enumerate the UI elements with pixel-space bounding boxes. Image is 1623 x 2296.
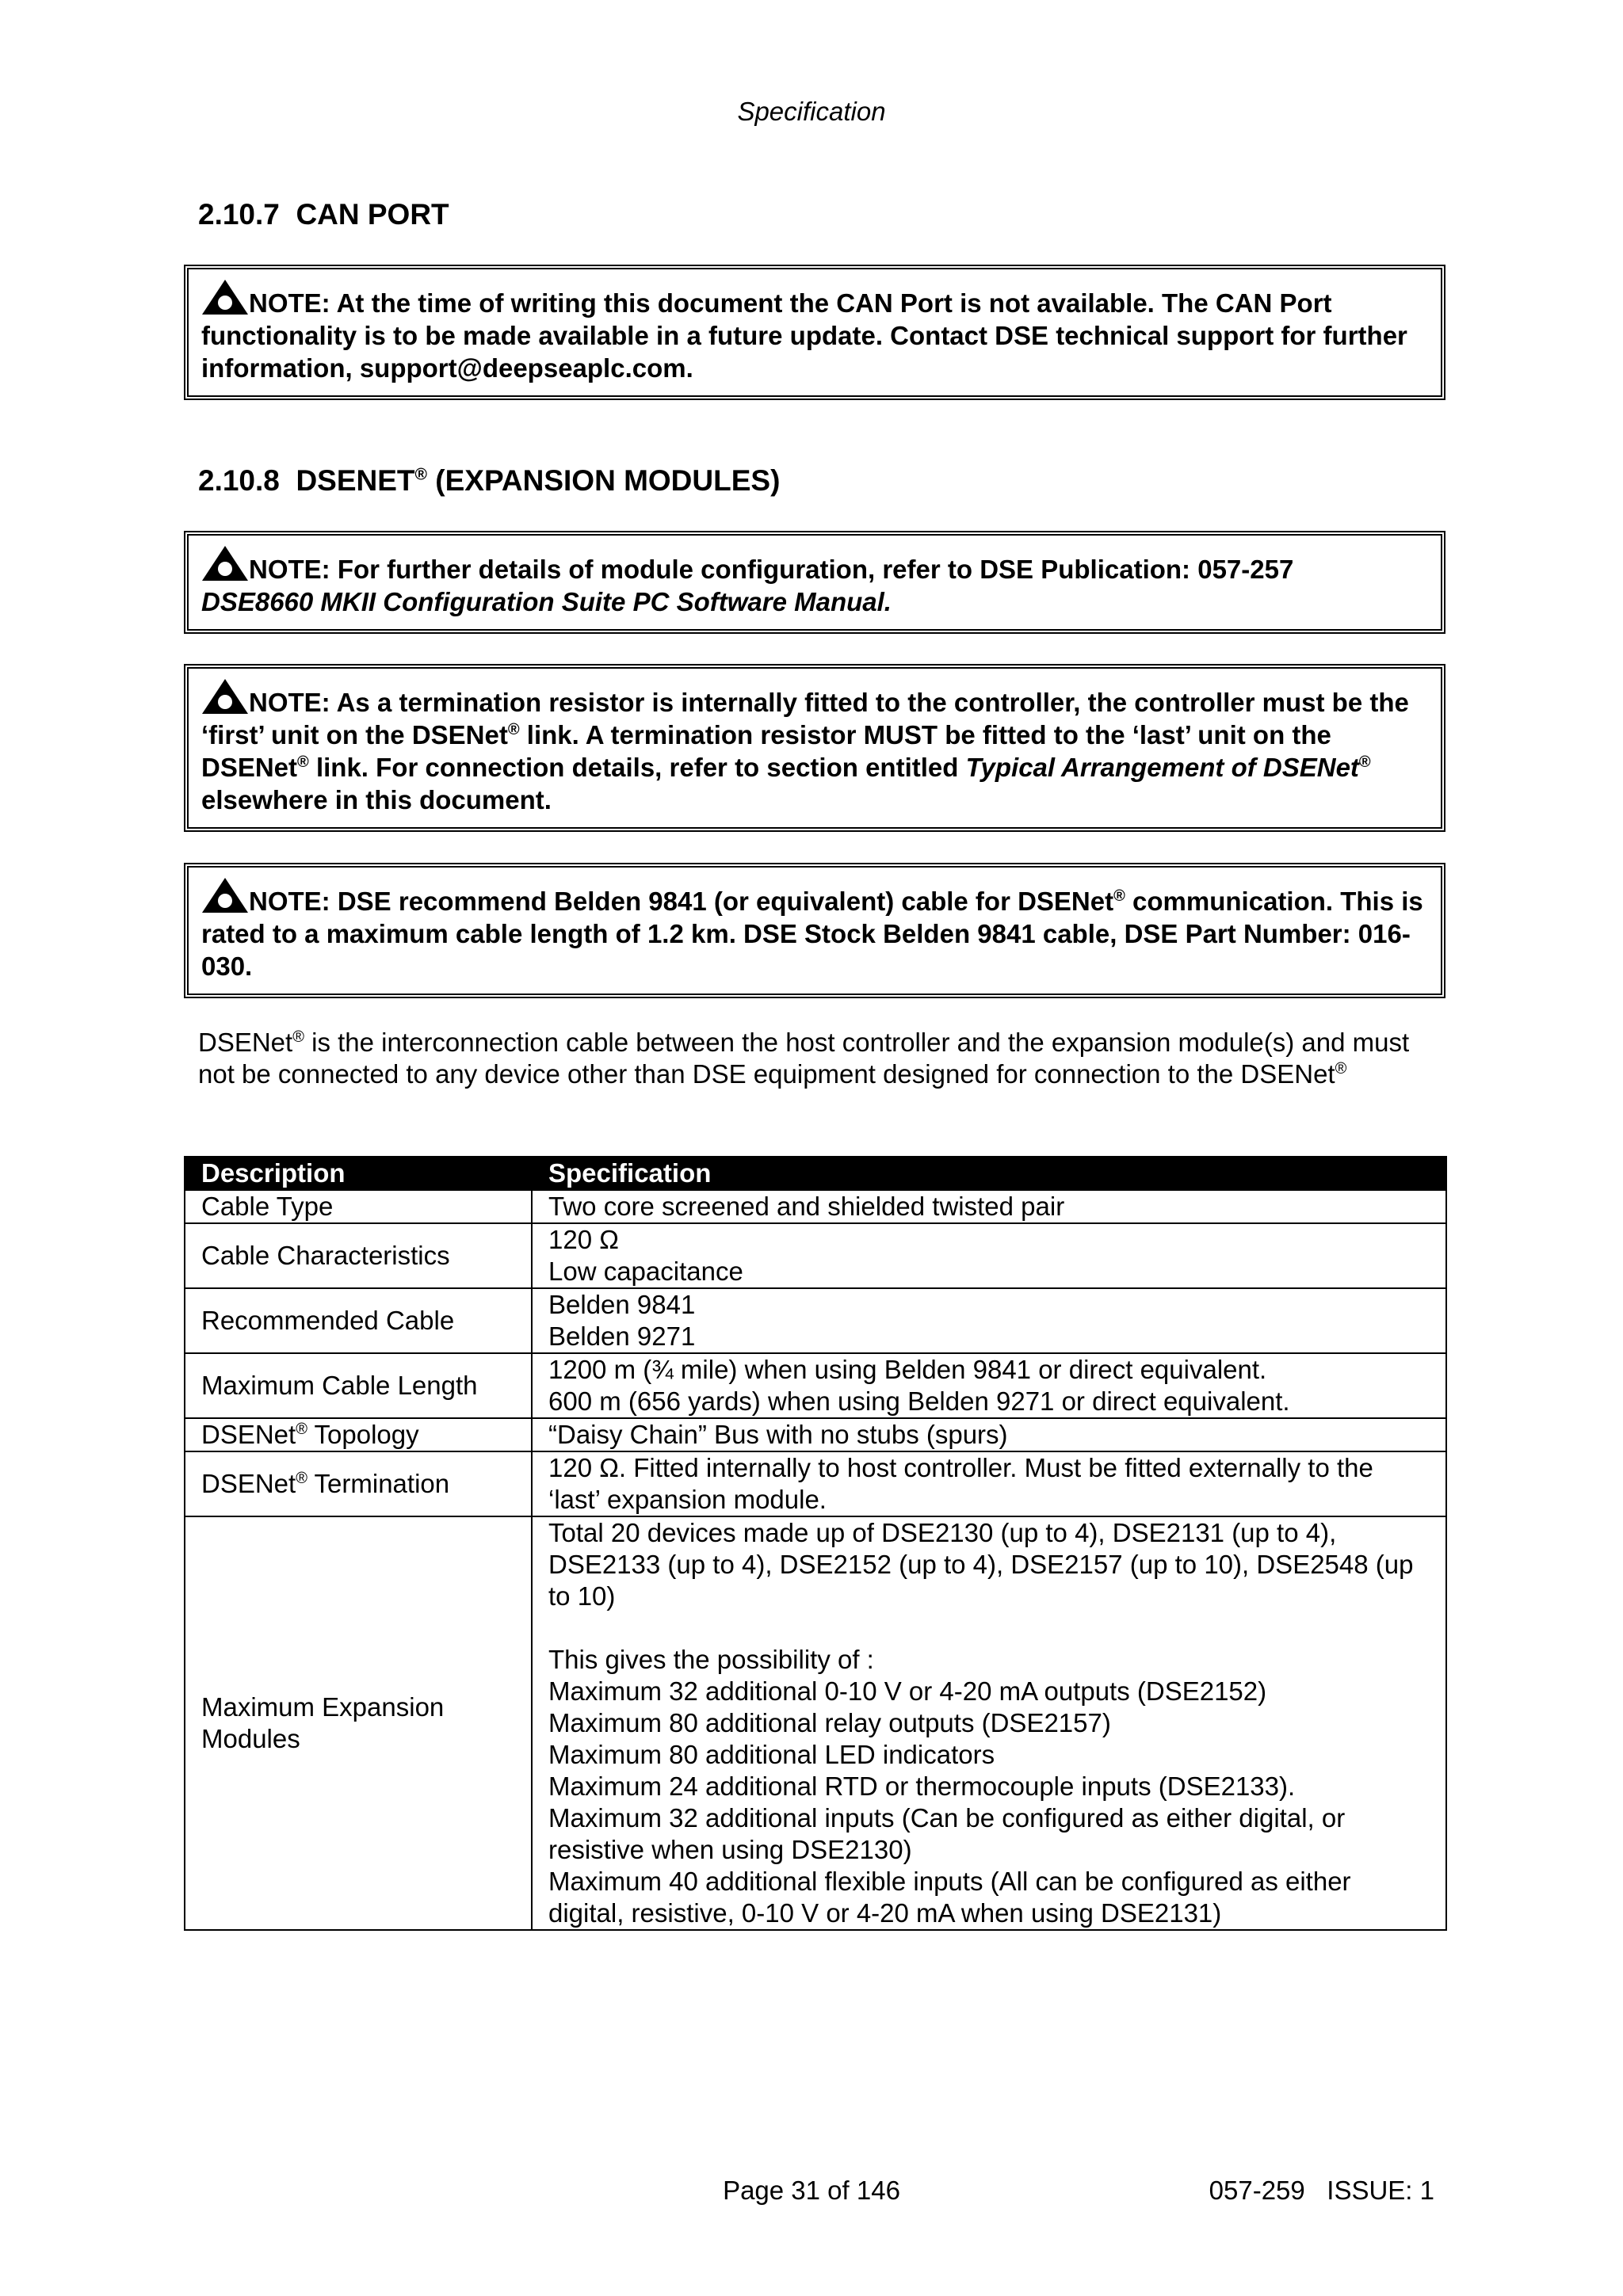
table-row	[185, 1353, 1446, 1418]
intro-text-2: is the interconnection cable between the host controller and the expansion module(s) and must not be connected to any device other than DSE equipment designed for connection to the DSENet	[198, 1028, 1410, 1089]
desc-text: DSENet	[201, 1469, 296, 1498]
spec-line: Maximum 24 additional RTD or thermocouple inputs (DSE2133).	[548, 1772, 1296, 1801]
note-box-cable	[184, 863, 1445, 998]
spec-line: Maximum 32 additional inputs (Can be configured as either digital, or resistive when using DSE2130)	[548, 1803, 1346, 1864]
spec-line: 120 Ω. Fitted internally to host controller. Must be fitted externally to the ‘last’ expansion module.	[548, 1453, 1373, 1514]
spec-line: 1200 m (¾ mile) when using Belden 9841 or direct equivalent.	[548, 1355, 1267, 1384]
spec-line: This gives the possibility of :	[548, 1645, 874, 1674]
table-header-description: Description	[185, 1157, 532, 1190]
spec-line: Belden 9271	[548, 1322, 696, 1351]
spec-line: 600 m (656 yards) when using Belden 9271 or direct equivalent.	[548, 1386, 1290, 1416]
section-title: CAN PORT	[296, 198, 449, 231]
warning-icon	[201, 678, 249, 715]
note-text-1: NOTE: DSE recommend Belden 9841 (or equivalent) cable for DSENet	[249, 887, 1114, 916]
row-specification	[532, 1353, 1446, 1418]
running-header: Specification	[737, 97, 886, 126]
table-row	[185, 1223, 1446, 1288]
section-title: DSENET	[296, 464, 415, 497]
dsenet-spec-table	[184, 1156, 1447, 1931]
intro-text-1: DSENet	[198, 1028, 293, 1057]
note-text-2: communication. This is rated to a maximum cable length of 1.2 km. DSE Stock Belden 9841 cable, DSE Part Number: 016-030.	[201, 887, 1423, 981]
row-specification	[532, 1190, 1446, 1223]
note-text-3: link. For connection details, refer to section entitled	[308, 753, 966, 782]
section-heading-dsenet	[198, 464, 780, 498]
section-number: 2.10.7	[198, 198, 280, 231]
spec-line: 120 Ω	[548, 1225, 619, 1254]
warning-icon	[201, 279, 249, 315]
row-specification	[532, 1451, 1446, 1516]
registered-mark: ®	[292, 1028, 304, 1046]
page-number: Page 31 of 146	[723, 2176, 900, 2205]
note-box-configuration	[184, 531, 1445, 634]
row-description: Recommended Cable	[185, 1288, 532, 1353]
registered-mark: ®	[1113, 887, 1125, 905]
table-row	[185, 1418, 1446, 1451]
row-specification	[532, 1223, 1446, 1288]
section-number: 2.10.8	[198, 464, 280, 497]
row-description: Maximum Expansion Modules	[185, 1516, 532, 1930]
registered-mark: ®	[507, 721, 520, 738]
spec-line: Maximum 32 additional 0-10 V or 4-20 mA outputs (DSE2152)	[548, 1676, 1267, 1706]
warning-icon	[201, 545, 249, 582]
desc-text: DSENet	[201, 1420, 296, 1449]
note-text: NOTE: At the time of writing this document the CAN Port is not available. The CAN Port functionality is to be made available in a future update. Contact DSE technical support for further information, support@deepseaplc.com.	[201, 288, 1407, 383]
spec-line: Two core screened and shielded twisted pair	[548, 1192, 1065, 1221]
table-row	[185, 1516, 1446, 1930]
table-header-row	[185, 1157, 1446, 1190]
spec-line: Maximum 40 additional flexible inputs (All can be configured as either digital, resistive, 0-10 V or 4-20 mA when using DSE2131)	[548, 1867, 1351, 1928]
registered-mark: ®	[1335, 1060, 1347, 1077]
row-description	[185, 1451, 532, 1516]
publication-title: DSE8660 MKII Configuration Suite PC Software Manual.	[201, 587, 892, 616]
section-heading-can-port	[198, 198, 449, 231]
row-specification	[532, 1418, 1446, 1451]
registered-mark: ®	[296, 1470, 307, 1487]
note-box-termination	[184, 664, 1445, 832]
spec-line: Maximum 80 additional LED indicators	[548, 1740, 995, 1769]
section-reference: Typical Arrangement of DSENet	[965, 753, 1359, 782]
spec-line: Low capacitance	[548, 1257, 743, 1286]
registered-mark: ®	[414, 465, 427, 484]
dsenet-intro-paragraph	[198, 1027, 1434, 1090]
spec-line: “Daisy Chain” Bus with no stubs (spurs)	[548, 1420, 1008, 1449]
row-specification	[532, 1516, 1446, 1930]
row-specification	[532, 1288, 1446, 1353]
registered-mark: ®	[297, 753, 309, 771]
warning-icon	[201, 877, 249, 913]
row-description	[185, 1418, 532, 1451]
note-box-can-port	[184, 265, 1445, 400]
section-title-suffix: (EXPANSION MODULES)	[427, 464, 781, 497]
note-text-2: link. A termination resistor MUST be fitted to the ‘last’ unit on the DSENet	[201, 720, 1331, 782]
desc-text: Topology	[307, 1420, 419, 1449]
table-row	[185, 1190, 1446, 1223]
registered-mark: ®	[296, 1421, 307, 1438]
table-header-specification: Specification	[532, 1157, 1446, 1190]
spec-line: Maximum 80 additional relay outputs (DSE2157)	[548, 1708, 1111, 1737]
row-description: Maximum Cable Length	[185, 1353, 532, 1418]
note-text: NOTE: For further details of module configuration, refer to DSE Publication: 057-257	[249, 555, 1294, 584]
desc-text: Termination	[307, 1469, 450, 1498]
table-row	[185, 1451, 1446, 1516]
row-description: Cable Type	[185, 1190, 532, 1223]
note-text-1: NOTE: As a termination resistor is internally fitted to the controller, the controller must be the ‘first’ unit on the DSENet	[201, 688, 1409, 749]
spec-line: Total 20 devices made up of DSE2130 (up to 4), DSE2131 (up to 4), DSE2133 (up to 4), DSE2152 (up to 4), DSE2157 (up to 10), DSE2548 (up to 10)	[548, 1518, 1414, 1611]
table-row	[185, 1288, 1446, 1353]
spec-line: Belden 9841	[548, 1290, 696, 1319]
note-text-4: elsewhere in this document.	[201, 785, 552, 814]
row-description: Cable Characteristics	[185, 1223, 532, 1288]
registered-mark: ®	[1358, 753, 1371, 771]
document-issue: 057-259 ISSUE: 1	[1209, 2176, 1434, 2205]
